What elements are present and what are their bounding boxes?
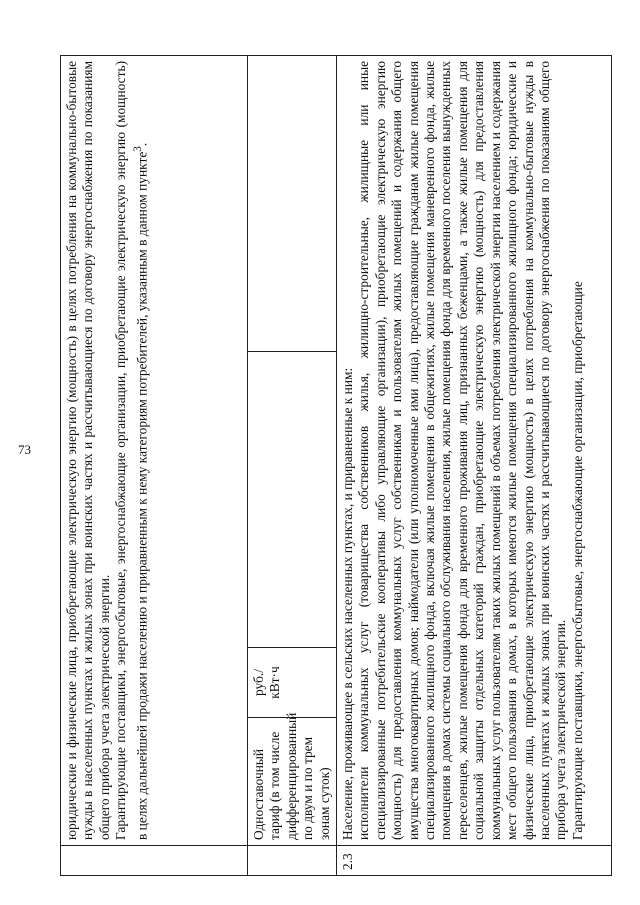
row-description-text-3: Гарантирующие поставщики, энергосбытовые, энергоснабжающие организации, приобретающие	[569, 281, 585, 840]
row-description-cell	[337, 55, 612, 845]
row-number-cell	[248, 846, 337, 876]
row-description-text-2: исполнители коммунальных услуг (товарищества собственников жилья, жилищно-строительные, жилищные или иные специализированные потребительские кооперативы либо управляющие организации), приобретающие электрическую энергию (мощность) для предоставления коммунальных услуг собственникам и пользователям жилых помещений и содержания общего имущества многоквартирных домов; наймодатели (или уполномоченные ими лица), предоставляющие гражданам жилые помещения специализированного жилищного фонда, включая жилые помещения в общежитиях, жилые помещения маневренного фонда, жилые помещения в домах системы социального обслуживания населения, жилые помещения фонда для временного поселения вынужденных переселенцев, жилые помещения фонда для временного проживания лиц, признанных беженцами, а также жилые помещения для социальной защиты отдельных категорий граждан, приобретающие электрическую энергию (мощность) для предоставления коммунальных услуг пользователям таких жилых помещений в объемах потребления электрической энергии населением и содержания мест общего пользования в домах, в которых имеются жилые помещения специализированного жилищного фонда; юридические и физические лица, приобретающие электрическую энергию (мощность) в целях потребления на коммунально-бытовые нужды в населенных пунктах и жилых зонах при воинских частях и рассчитывающиеся по договору энергоснабжения по показаниям общего прибора учета электрической энергии.	[356, 60, 569, 840]
page-number: 73	[18, 442, 31, 457]
tariff-table-sheet	[60, 56, 585, 876]
table-row	[337, 55, 612, 875]
row-number-cell: 2.3	[337, 846, 612, 876]
tariff-table	[60, 55, 612, 876]
row-description-text: юридические и физические лица, приобретающие электрическую энергию (мощность) в целях потребления на коммунально-бытовые нужды в населенных пунктах и жилых зонах при воинских частях и рассчитывающиеся по договору энергоснабжения по показаниям общего прибора учета электрической энергии.	[64, 60, 112, 840]
row-description-cell	[61, 55, 248, 845]
tariff-type-cell: Одноставочный тариф (в том числе дифференцированный по двум и по трем зонам суток)	[248, 718, 337, 846]
table-row	[61, 55, 248, 875]
value-cell-1	[248, 352, 337, 648]
value-cell-2	[248, 55, 337, 351]
row-number-cell	[61, 846, 248, 876]
unit-cell: руб./кВт·ч	[248, 648, 337, 718]
row-description-text-2: Гарантирующие поставщики, энергосбытовые, энергоснабжающие организации, приобретающие электрическую энергию (мощность) в целях дальнейшей продажи населению и приравненным к нему категориям потребителей, указанным в данном пункте$^3$.	[113, 60, 150, 840]
table-row	[248, 55, 337, 875]
footnote-mark: 3	[131, 146, 144, 152]
row-description-text: Население, проживающее в сельских населенных пунктах, и приравненные к ним:	[340, 367, 356, 840]
